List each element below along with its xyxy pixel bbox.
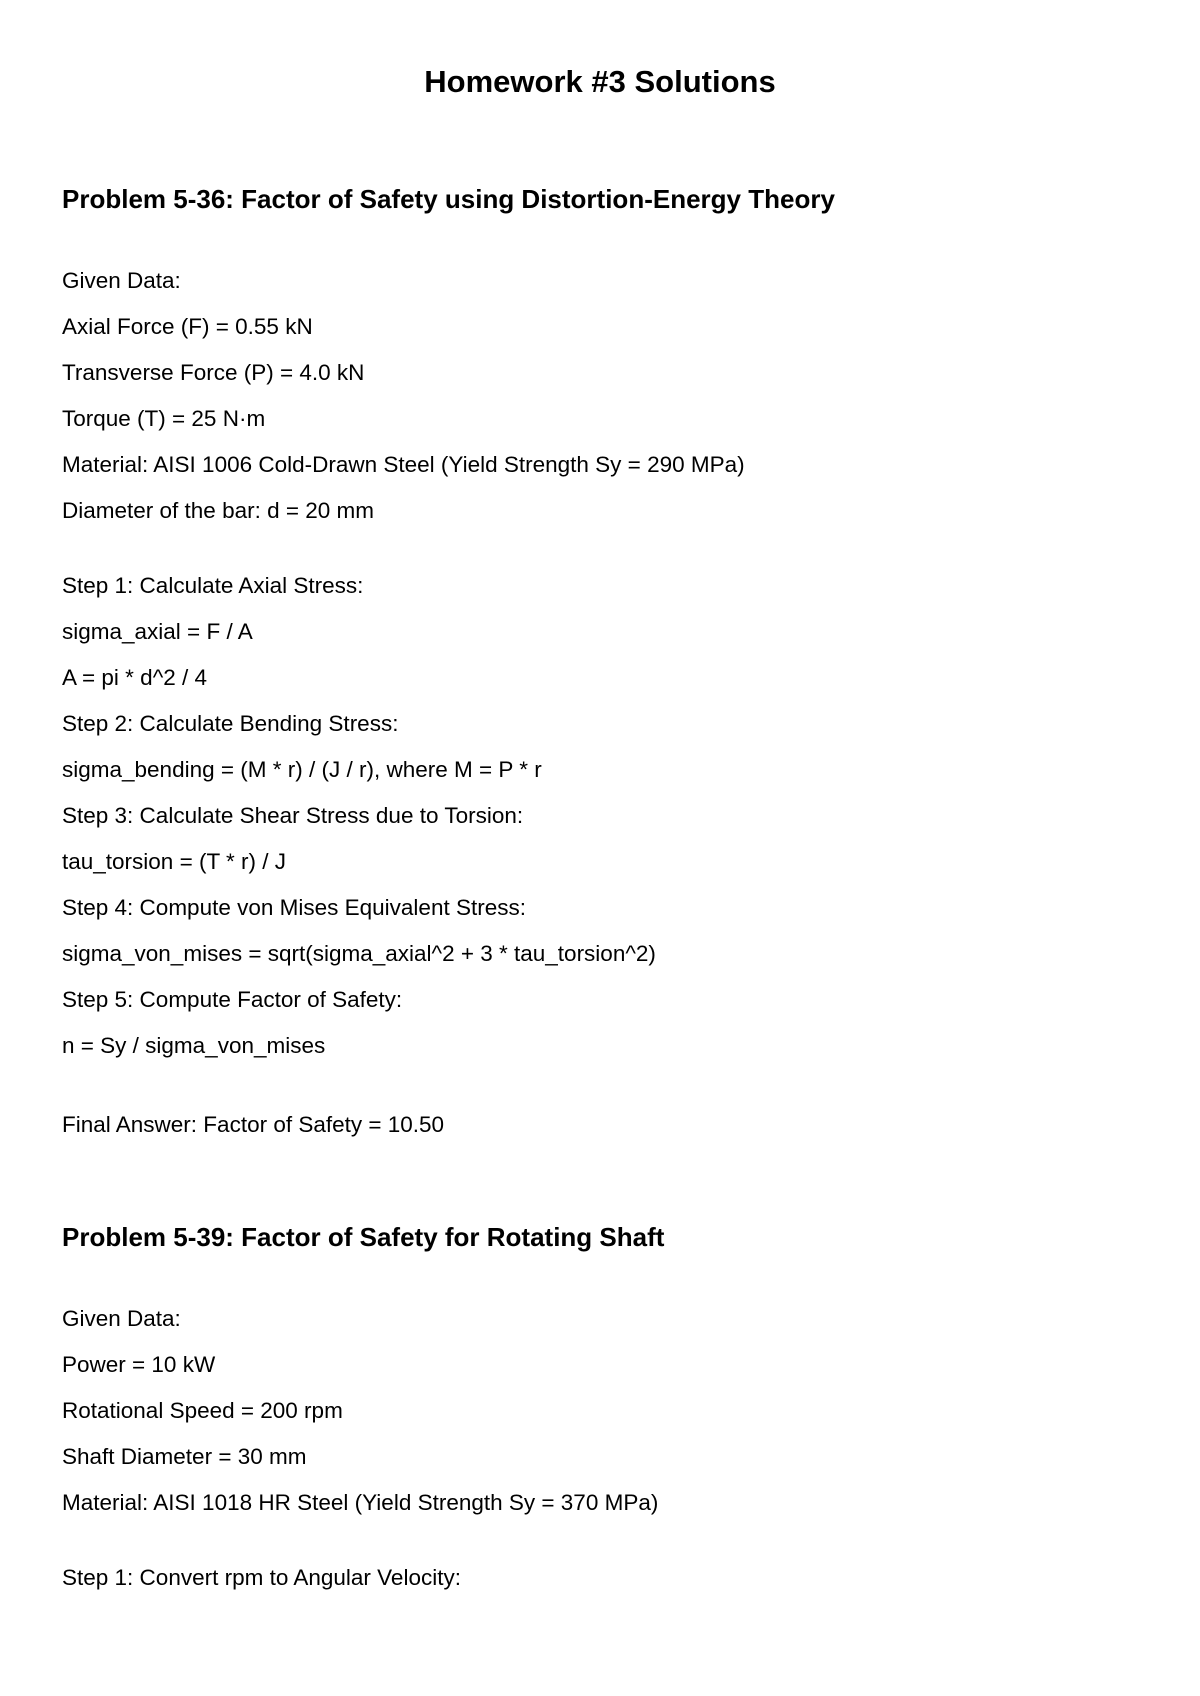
given-diameter: Diameter of the bar: d = 20 mm — [62, 498, 375, 523]
given-transverse-force: Transverse Force (P) = 4.0 kN — [62, 360, 365, 385]
step-1-formula: sigma_axial = F / A — [62, 619, 253, 644]
problem-heading: Problem 5-39: Factor of Safety for Rotating Shaft — [62, 1222, 665, 1252]
step-3-heading: Step 3: Calculate Shear Stress due to Torsion: — [62, 803, 524, 828]
given-material: Material: AISI 1018 HR Steel (Yield Strength Sy = 370 MPa) — [62, 1490, 659, 1515]
final-answer: Final Answer: Factor of Safety = 10.50 — [62, 1112, 445, 1137]
step-2-heading: Step 2: Calculate Bending Stress: — [62, 711, 399, 736]
step-5-heading: Step 5: Compute Factor of Safety: — [62, 987, 403, 1012]
given-data-label: Given Data: — [62, 268, 181, 293]
step-1-heading: Step 1: Convert rpm to Angular Velocity: — [62, 1565, 461, 1590]
given-material: Material: AISI 1006 Cold-Drawn Steel (Yield Strength Sy = 290 MPa) — [62, 452, 745, 477]
given-torque: Torque (T) = 25 N·m — [62, 406, 266, 431]
step-5-formula: n = Sy / sigma_von_mises — [62, 1033, 326, 1058]
given-data-label: Given Data: — [62, 1306, 181, 1331]
step-4-heading: Step 4: Compute von Mises Equivalent Stress: — [62, 895, 526, 920]
step-4-formula: sigma_von_mises = sqrt(sigma_axial^2 + 3 * tau_torsion^2) — [62, 941, 656, 966]
given-axial-force: Axial Force (F) = 0.55 kN — [62, 314, 313, 339]
step-1-heading: Step 1: Calculate Axial Stress: — [62, 573, 364, 598]
given-rotational-speed: Rotational Speed = 200 rpm — [62, 1398, 343, 1423]
given-power: Power = 10 kW — [62, 1352, 216, 1377]
problem-heading: Problem 5-36: Factor of Safety using Distortion-Energy Theory — [62, 184, 835, 214]
step-1-area-formula: A = pi * d^2 / 4 — [62, 665, 208, 690]
step-3-formula: tau_torsion = (T * r) / J — [62, 849, 287, 874]
document-title: Homework #3 Solutions — [424, 64, 776, 99]
given-shaft-diameter: Shaft Diameter = 30 mm — [62, 1444, 307, 1469]
step-2-formula: sigma_bending = (M * r) / (J / r), where M = P * r — [62, 757, 542, 782]
